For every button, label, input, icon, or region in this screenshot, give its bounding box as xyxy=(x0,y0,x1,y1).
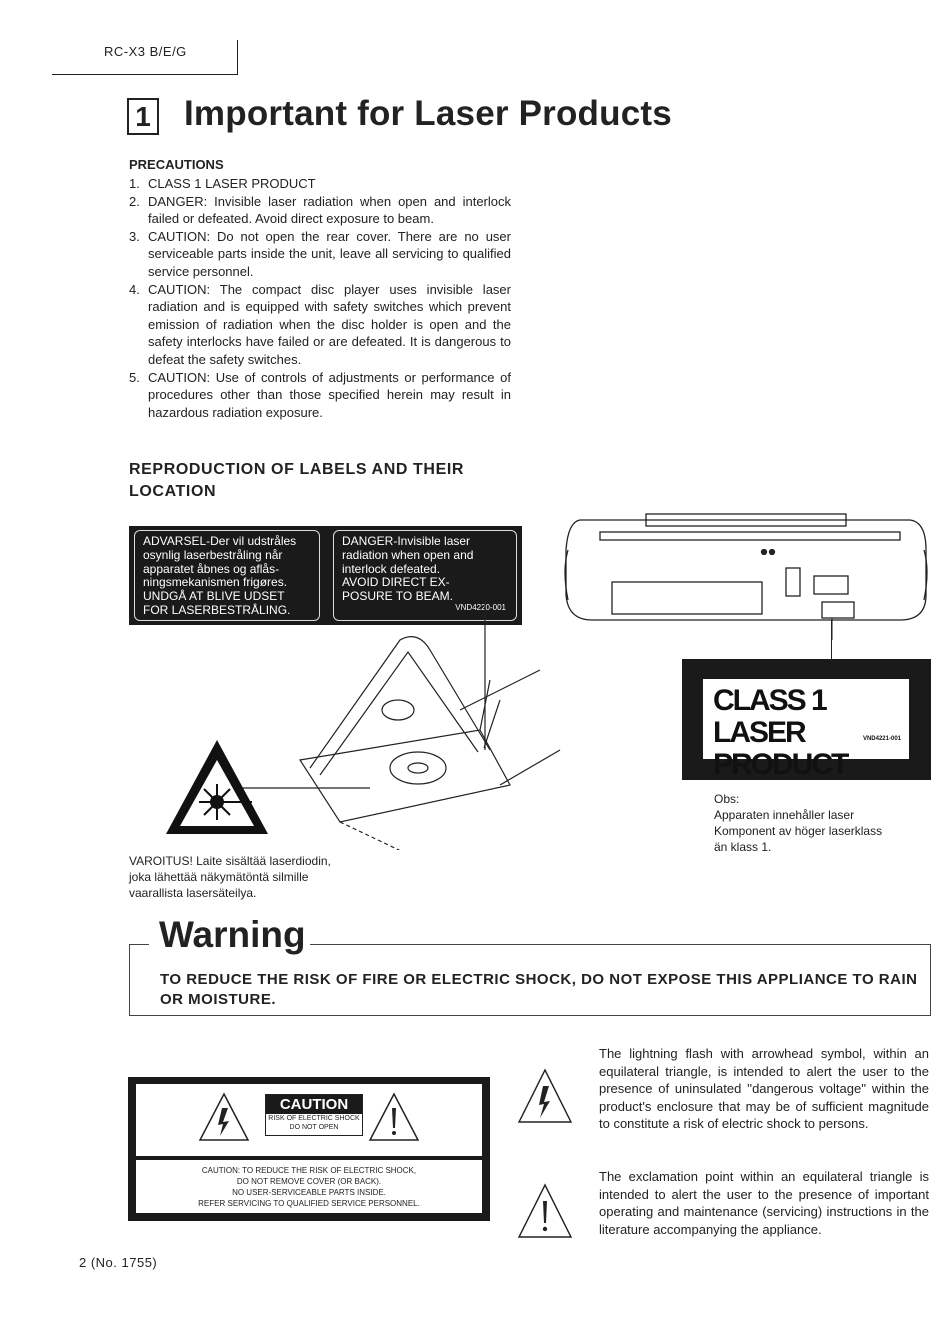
caution-label xyxy=(128,1077,490,1221)
page-number: 2 (No. 1755) xyxy=(79,1255,158,1270)
class1-label-code: VND4221-001 xyxy=(862,736,901,742)
warning-title: Warning xyxy=(155,914,310,956)
precautions-heading: PRECAUTIONS xyxy=(129,157,224,172)
varoitus-note: VAROITUS! Laite sisältää laserdiodin, joka lähettää näkymätöntä silmille vaarallista lasersäteilya. xyxy=(129,854,331,900)
warning-frame-top-left xyxy=(129,944,149,945)
exclamation-triangle-icon xyxy=(368,1092,420,1142)
obs-note: Obs: Apparaten innehåller laser Komponent av höger laserklass än klass 1. xyxy=(714,792,883,854)
danger-label-code: VND4220-001 xyxy=(455,603,506,613)
precaution-item: 2. DANGER: Invisible laser radiation when open and interlock failed or defeated. Avoid direct exposure to beam. xyxy=(129,193,511,227)
stereo-rear-illustration xyxy=(560,510,932,640)
precautions-list xyxy=(129,175,511,421)
danger-text-label: DANGER-Invisible laser radiation when open and interlock defeated. AVOID DIRECT EX- POSURE TO BEAM. VND4220-001 xyxy=(333,530,517,621)
model-number: RC-X3 B/E/G xyxy=(104,44,187,59)
precaution-item: 3. CAUTION: Do not open the rear cover. There are no user serviceable parts inside the unit, leave all servicing to qualified service personnel. xyxy=(129,228,511,279)
exclamation-explanation: The exclamation point within an equilateral triangle is intended to alert the user to the presence of important operating and maintenance (servicing) instructions in the literature accompanying the appliance. xyxy=(599,1169,929,1237)
lightning-triangle-icon xyxy=(198,1092,250,1142)
header-rule-vertical xyxy=(237,40,238,75)
leader-line xyxy=(831,620,832,660)
warning-frame-top-right xyxy=(300,944,930,945)
warning-text: TO REDUCE THE RISK OF FIRE OR ELECTRIC SHOCK, DO NOT EXPOSE THIS APPLIANCE TO RAIN OR MOISTURE. xyxy=(160,971,918,1008)
caution-label-top xyxy=(136,1084,482,1156)
class1-label-text: CLASS 1 LASER PRODUCT VND4221-001 xyxy=(703,679,909,759)
precaution-item: 5. CAUTION: Use of controls of adjustments or performance of procedures other than those specified herein may result in hazardous radiation exposure. xyxy=(129,369,511,420)
lightning-triangle-icon xyxy=(517,1068,573,1124)
caution-badge: CAUTION RISK OF ELECTRIC SHOCK DO NOT OPEN xyxy=(265,1094,363,1136)
advarsel-label: ADVARSEL-Der vil udstråles osynlig laserbestråling når apparatet åbnes og aflås- ningsmekanismen frigøres. UNDGÅ AT BLIVE UDSET FOR LASERBESTRÅLING. xyxy=(134,530,320,621)
section-number: 1 xyxy=(127,98,159,135)
lightning-explanation: The lightning flash with arrowhead symbol, within an equilateral triangle, is intended to alert the user to the presence of uninsulated ''dangerous voltage'' within the product's enclosure that may be of sufficient magnitude to constitute a risk of electric shock to persons. xyxy=(599,1046,929,1132)
reproduction-heading: REPRODUCTION OF LABELS AND THEIR LOCATION xyxy=(129,461,465,500)
page-title: Important for Laser Products xyxy=(184,94,672,133)
precaution-item: 1. CLASS 1 LASER PRODUCT xyxy=(129,176,316,191)
laser-warning-icon xyxy=(162,736,272,838)
precaution-item: 4. CAUTION: The compact disc player uses invisible laser radiation and is equipped with safety switches which prevent emission of radiation when the disc holder is open and the safety interlocks have failed or are defeated. It is dangerous to defeat the safety switches. xyxy=(129,281,511,367)
class1-label xyxy=(682,659,931,780)
exclamation-triangle-icon xyxy=(517,1183,573,1239)
caution-label-text: CAUTION: TO REDUCE THE RISK OF ELECTRIC SHOCK, DO NOT REMOVE COVER (OR BACK). NO USER-SERVICEABLE PARTS INSIDE. REFER SERVICING TO QUALIFIED SERVICE PERSONNEL. xyxy=(136,1160,482,1213)
header-rule xyxy=(52,74,238,75)
